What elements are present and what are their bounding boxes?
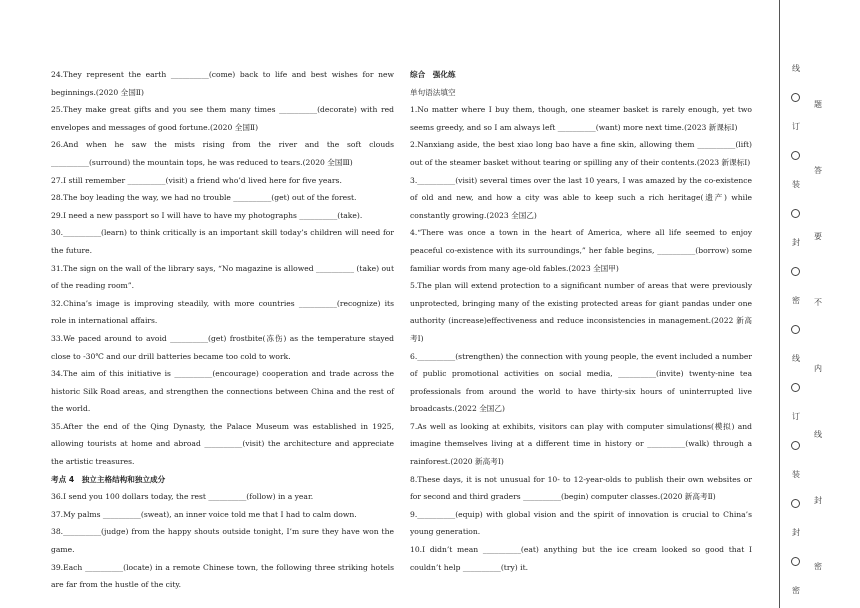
binding-ring-icon (791, 383, 800, 392)
binding-warning-mark: 密 (814, 562, 822, 571)
question-item: 10.I didn’t mean __________(eat) anything but the ice cream looked so good that I couldn’t help __________(try) it. (410, 545, 752, 572)
binding-ring-icon (791, 557, 800, 566)
question-item: 26.And when he saw the mists rising from the river and the soft clouds __________(surround) the mountain tops, he was reduced to tears.(2020 全国Ⅲ) (51, 140, 394, 167)
binding-mark: 订 (792, 122, 800, 131)
binding-margin-inner (786, 50, 806, 600)
question-item: 30.__________(learn) to think critically is an important skill today’s children will need for the future. (51, 228, 394, 255)
binding-ring-icon (791, 267, 800, 276)
binding-warning-mark: 题 (814, 100, 822, 109)
binding-mark: 装 (792, 470, 800, 479)
right-column (410, 66, 752, 576)
binding-ring-icon (791, 93, 800, 102)
question-item: 3.__________(visit) several times over the last 10 years, I was amazed by the co-existence of old and new, and how a city was able to keep such a rich heritage(遗产) while constantly growing.(2023 全国乙) (410, 175, 752, 220)
section-heading: 考点 4 独立主格结构和独立成分 (51, 474, 166, 484)
question-item: 32.China’s image is improving steadily, with more countries __________(recognize) its role in international affairs. (51, 298, 394, 326)
section-subheading: 单句语法填空 (410, 87, 456, 97)
binding-ring-icon (791, 499, 800, 508)
binding-mark: 封 (792, 238, 800, 247)
question-item: 4.“There was once a town in the heart of America, where all life seemed to enjoy peaceful co-existence with its surroundings,” her fable begins, __________(borrow) some familiar words from many age-old fables.(2023 全国甲) (410, 228, 752, 273)
question-item: 1.No matter where I buy them, though, one steamer basket is rarely enough, yet two seems greedy, and so I am always left __________(want) more next time.(2023 新课标Ⅰ) (410, 105, 752, 132)
binding-mark: 线 (792, 64, 800, 73)
binding-warning-mark: 不 (814, 298, 822, 307)
binding-ring-icon (791, 325, 800, 334)
question-item: 36.I send you 100 dollars today, the rest __________(follow) in a year. (51, 492, 314, 502)
question-item: 38.__________(judge) from the happy shouts outside tonight, I’m sure they have won the game. (51, 527, 394, 555)
question-item: 31.The sign on the wall of the library says, “No magazine is allowed __________ (take) out of the reading room”. (51, 263, 394, 291)
question-item: 24.They represent the earth __________(come) back to life and best wishes for new beginnings.(2020 全国Ⅱ) (51, 70, 394, 97)
left-column (51, 66, 394, 594)
binding-line (779, 0, 780, 608)
question-item: 8.These days, it is not unusual for 10- to 12-year-olds to publish their own websites or for second and third graders __________(begin) computer classes.(2020 新高考Ⅱ) (410, 474, 752, 502)
section-heading: 综合 强化练 (410, 70, 456, 79)
binding-ring-icon (791, 151, 800, 160)
binding-mark: 订 (792, 412, 800, 421)
binding-mark: 装 (792, 180, 800, 189)
binding-warning-mark: 线 (814, 430, 822, 439)
binding-warning-mark: 内 (814, 364, 822, 373)
question-item: 35.After the end of the Qing Dynasty, the Palace Museum was established in 1925, allowing tourists at home and abroad __________(visit) the architecture and appreciate the artistic treasures. (51, 421, 394, 467)
binding-ring-icon (791, 441, 800, 450)
binding-mark: 线 (792, 354, 800, 363)
question-item: 28.The boy leading the way, we had no trouble __________(get) out of the forest. (51, 193, 357, 203)
binding-warning-mark: 答 (814, 166, 822, 175)
question-item: 29.I need a new passport so I will have to have my photographs __________(take). (51, 210, 363, 220)
question-item: 2.Nanxiang aside, the best xiao long bao have a fine skin, allowing them __________(lift) out of the steamer basket without tearing or spilling any of their contents.(2023 新课标Ⅰ) (410, 140, 752, 167)
binding-ring-icon (791, 209, 800, 218)
question-item: 39.Each __________(locate) in a remote Chinese town, the following three striking hotels are far from the hustle of the city. (51, 562, 394, 590)
question-item: 25.They make great gifts and you see them many times __________(decorate) with red envelopes and messages of good fortune.(2020 全国Ⅱ) (51, 105, 394, 132)
question-item: 37.My palms __________(sweat), an inner voice told me that I had to calm down. (51, 509, 357, 519)
question-item: 5.The plan will extend protection to a significant number of areas that were previously unprotected, bringing many of the existing protected areas for giant pandas under one authority (increase)effectiveness and reduce inconsistencies in management.(2022 新高考Ⅰ) (410, 281, 752, 343)
binding-mark: 密 (792, 296, 800, 305)
question-item: 7.As well as looking at exhibits, visitors can play with computer simulations(模拟) and imagine themselves living at a different time in history or __________(walk) through a rainforest.(2020 新高考Ⅰ) (410, 421, 752, 467)
question-item: 34.The aim of this initiative is __________(encourage) cooperation and trade across the historic Silk Road areas, and strengthen the connections between China and the rest of the world. (51, 369, 394, 414)
question-item: 33.We paced around to avoid __________(get) frostbite(冻伤) as the temperature stayed close to -30℃ and our drill batteries became too cold to work. (51, 333, 394, 361)
binding-warning-mark: 要 (814, 232, 822, 241)
binding-warning-mark: 封 (814, 496, 822, 505)
binding-mark: 封 (792, 528, 800, 537)
binding-mark: 密 (792, 586, 800, 595)
question-item: 27.I still remember __________(visit) a friend who’d lived here for five years. (51, 175, 342, 185)
question-item: 9.__________(equip) with global vision and the spirit of innovation is crucial to China’s young generation. (410, 509, 752, 537)
question-item: 6.__________(strengthen) the connection with young people, the event included a number of public promotional activities on social media, __________(invite) twenty-nine tea professionals from around the world to have thirty-six hours of uninterrupted live broadcasts.(2022 全国乙) (410, 351, 752, 414)
binding-margin-outer (808, 50, 828, 600)
